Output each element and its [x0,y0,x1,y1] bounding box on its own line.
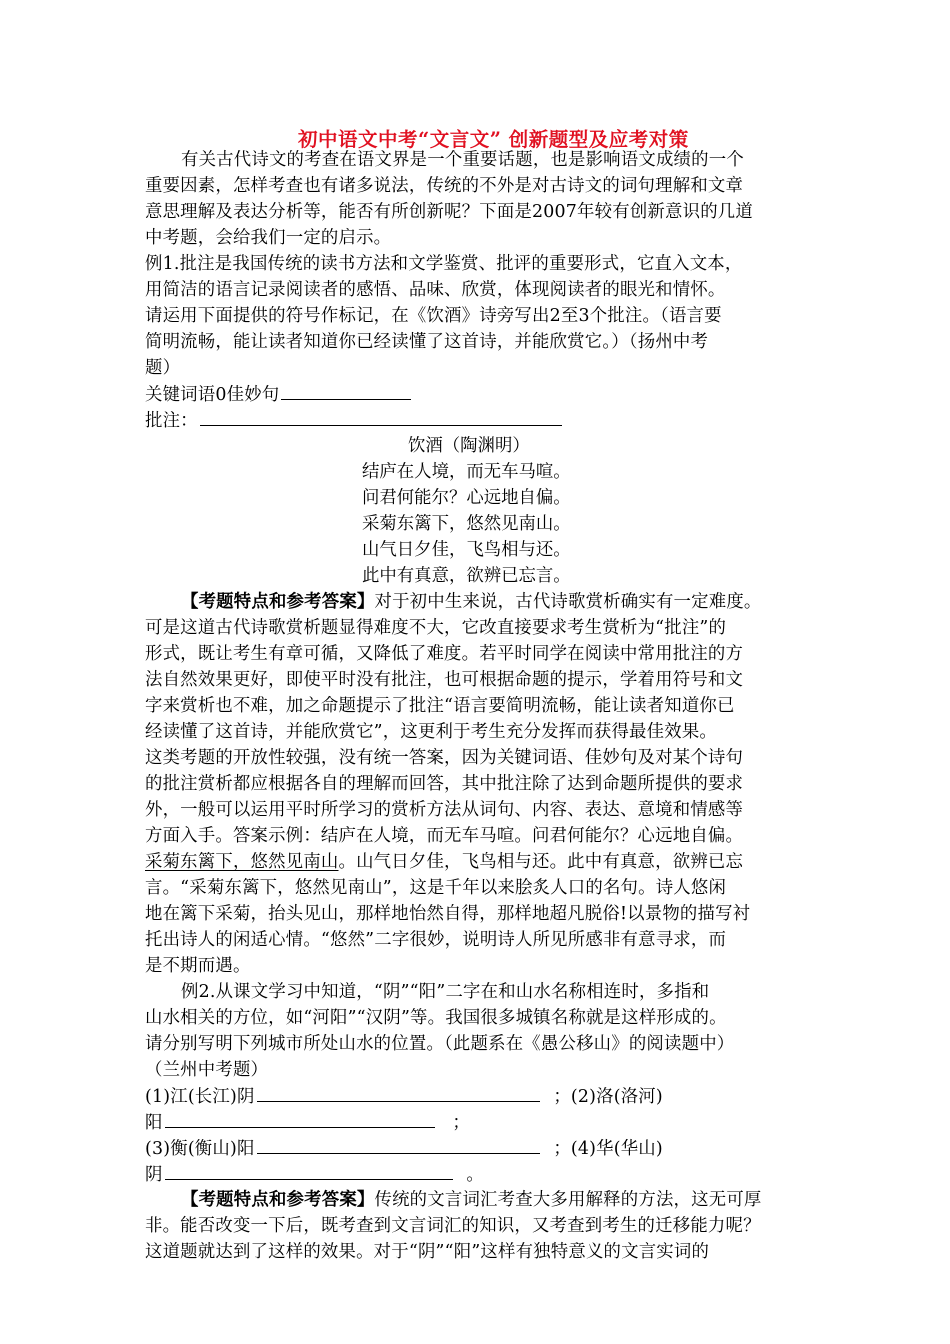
intro-line: 意思理解及表达分析等，能否有所创新呢？下面是2007年较有创新意识的几道 [145,202,753,222]
analysis1-line: 可是这道古代诗歌赏析题显得难度不大，它改直接要求考生赏析为“批注”的 [145,618,727,638]
analysis1-line: 经读懂了这首诗，并能欣赏它”，这更利于考生充分发挥而获得最佳效果。 [145,722,717,742]
fill-q1-blank[interactable] [257,1083,540,1102]
poem-line: 结庐在人境，而无车马喧。 [362,462,571,482]
analysis1-line: 言。“采菊东篱下，悠然见南山”，这是千年以来脍炙人口的名句。诗人悠闲 [145,878,727,898]
analysis1-line: 方面入手。答案示例：结庐在人境，而无车马喧。问君何能尔？心远地自偏。 [145,826,744,846]
analysis1-line: 的批注赏析都应根据各自的理解而回答，其中批注除了达到命题所提供的要求 [145,774,744,794]
example1-line: 题） [145,358,181,378]
example1-line: 例1.批注是我国传统的读书方法和文学鉴赏、批评的重要形式，它直入文本， [145,254,743,274]
annotation-label: 批注： [145,411,198,431]
example2-line: （兰州中考题） [145,1060,269,1080]
example2-line: 山水相关的方位，如“河阳”“汉阴”等。我国很多城镇名称就是这样形成的。 [145,1008,727,1028]
poem-title: 饮酒（陶渊明） [408,436,530,456]
fill-q2-label: ；(2)洛(洛河) [553,1087,663,1107]
fill-semicolon: ； [452,1113,470,1133]
annotation-row [145,407,562,434]
analysis2-line: 非。能否改变一下后，既考查到文言词汇的知识，又考查到考生的迁移能力呢？ [145,1216,761,1236]
document-title: 初中语文中考“文言文” 创新题型及应考对策 [298,128,689,151]
fill-q2b-label: 阳 [145,1113,163,1133]
analysis2-first: 传统的文言词汇考查大多用解释的方法，这无可厚 [374,1190,762,1210]
underlined-quote: 采菊东篱下，悠然见南山 [145,852,339,872]
example2-line: 例2.从课文学习中知道，“阴”“阳”二字在和山水名称相连时，多指和 [181,982,710,1002]
fill-q4-label: ；(4)华(华山) [553,1139,663,1159]
example1-line: 请运用下面提供的符号作标记，在《饮酒》诗旁写出2至3个批注。（语言要 [145,306,722,326]
fill-row-3 [145,1135,663,1162]
example1-line: 用简洁的语言记录阅读者的感悟、品味、欣赏，体现阅读者的眼光和情怀。 [145,280,726,300]
analysis1-line: 形式，既让考生有章可循，又降低了难度。若平时同学在阅读中常用批注的方 [145,644,744,664]
keyword-blank[interactable] [281,381,411,400]
poem-line: 山气日夕佳，飞鸟相与还。 [362,540,571,560]
fill-row-1 [145,1083,663,1110]
analysis1-line: 字来赏析也不难，加之命题提示了批注“语言要简明流畅，能让读者知道你已 [145,696,735,716]
intro-line: 重要因素，怎样考查也有诸多说法，传统的不外是对古诗文的词句理解和文章 [145,176,744,196]
fill-q2-blank[interactable] [165,1109,435,1128]
analysis2-heading: 【考题特点和参考答案】 [181,1190,375,1210]
analysis2-first-line [181,1187,762,1213]
intro-line: 有关古代诗文的考查在语文界是一个重要话题，也是影响语文成绩的一个 [181,150,744,170]
analysis1-underlined-line [145,849,743,875]
analysis1-line: 托出诗人的闲适心情。“悠然”二字很妙，说明诗人所见所感非有意寻求，而 [145,930,727,950]
analysis1-line: 外，一般可以运用平时所学习的赏析方法从词句、内容、表达、意境和情感等 [145,800,744,820]
poem-line: 采菊东篱下，悠然见南山。 [362,514,571,534]
example1-line: 简明流畅，能让读者知道你已经读懂了这首诗，并能欣赏它。）（扬州中考 [145,332,709,352]
poem-line: 问君何能尔？心远地自偏。 [362,488,571,508]
example2-line: 请分别写明下列城市所处山水的位置。（此题系在《愚公移山》的阅读题中） [145,1034,735,1054]
fill-row-2 [145,1109,470,1136]
fill-q1-label: (1)江(长江)阴 [145,1087,255,1107]
fill-row-4 [145,1161,484,1188]
keyword-row [145,381,411,408]
fill-q4b-label: 阴 [145,1165,163,1185]
analysis1-line: 法自然效果更好，即使平时没有批注，也可根据命题的提示，学着用符号和文 [145,670,744,690]
analysis1-first-line [181,589,762,615]
analysis1-line: 地在篱下采菊，抬头见山，那样地怡然自得，那样地超凡脱俗!以景物的描写衬 [145,904,751,924]
keyword-label: 关键词语0佳妙句 [145,385,280,405]
annotation-blank[interactable] [200,407,562,426]
analysis2-line: 这道题就达到了这样的效果。对于“阴”“阳”这样有独特意义的文言实词的 [145,1242,710,1262]
analysis1-first: 对于初中生来说，古代诗歌赏析确实有一定难度。 [374,592,762,612]
intro-line: 中考题，会给我们一定的启示。 [145,228,392,248]
fill-period: 。 [466,1165,484,1185]
poem-line: 此中有真意，欲辨已忘言。 [362,566,571,586]
fill-q3-label: (3)衡(衡山)阳 [145,1139,255,1159]
after-underlined: 。山气日夕佳，飞鸟相与还。此中有真意，欲辨已忘 [338,852,744,872]
fill-q3-blank[interactable] [257,1135,540,1154]
fill-q4-blank[interactable] [165,1161,453,1180]
analysis1-line: 是不期而遇。 [145,956,251,976]
analysis1-heading: 【考题特点和参考答案】 [181,592,375,612]
analysis1-line: 这类考题的开放性较强，没有统一答案，因为关键词语、佳妙句及对某个诗句 [145,748,744,768]
